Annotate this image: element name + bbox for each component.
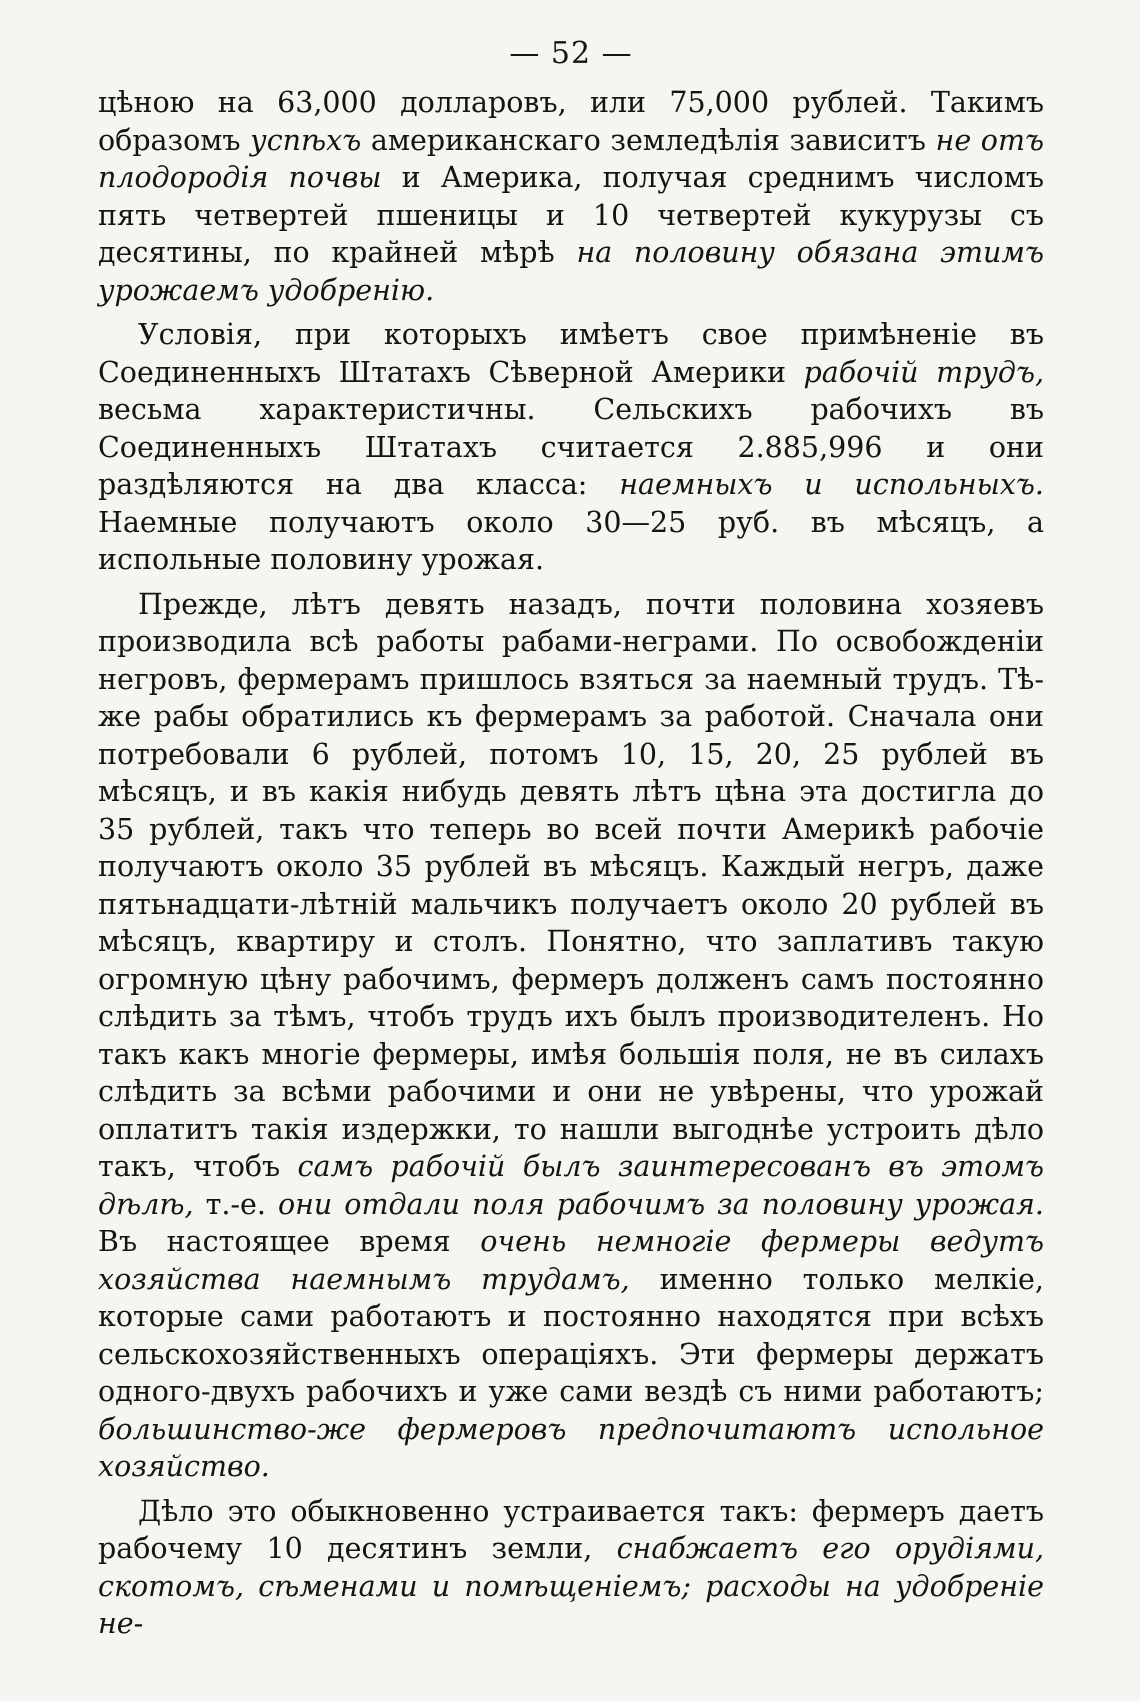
italic-text-run: не отъ плодородія почвы	[98, 123, 1044, 194]
paragraph-2	[98, 316, 1044, 579]
text-run: Дѣло это обыкновенно устраивается такъ: фермеръ даетъ рабочему 10 десятинъ земли,	[98, 1494, 1044, 1565]
paragraph-3	[98, 586, 1044, 1486]
text-run: Наемные получаютъ около 30—25 руб. въ мѣсяцъ, а испольные половину урожая.	[98, 505, 1044, 576]
italic-text-run: самъ рабочій былъ заинтересованъ въ этомъ дѣлѣ,	[98, 1150, 1044, 1221]
text-run: Условія, при которыхъ имѣетъ свое примѣненіе въ Соединенныхъ Штатахъ Сѣверной Америки	[98, 318, 1044, 389]
italic-text-run: рабочій трудъ,	[803, 355, 1045, 389]
page-number: — 52 —	[509, 36, 633, 71]
italic-text-run: наемныхъ и испольныхъ.	[619, 468, 1044, 501]
text-run: и Америка, получая среднимъ числомъ пять четвертей пшеницы и 10 четвертей кукурузы съ десятины, по крайней мѣрѣ	[98, 161, 1044, 269]
italic-text-run: на половину обязана этимъ урожаемъ удобренію.	[98, 236, 1045, 307]
paragraph-4	[98, 1493, 1044, 1643]
text-run: т.-е.	[193, 1187, 278, 1221]
italic-text-run: очень немногіе фермеры ведутъ хозяйства наемнымъ трудамъ,	[98, 1225, 1045, 1296]
italic-text-run: они отдали поля рабочимъ за половину урожая.	[277, 1187, 1044, 1221]
text-run: Прежде, лѣтъ девять назадъ, почти половина хозяевъ производила всѣ работы рабами-неграми. По освобожденіи негровъ, фермерамъ пришлось взяться за наемный трудъ. Тѣ-же рабы обратились къ фермерамъ за работой. Сначала они потребовали 6 рублей, потомъ 10, 15, 20, 25 рублей въ мѣсяцъ, и въ какія нибудь девять лѣтъ цѣна эта достигла до 35 рублей, такъ что теперь во всей почти Америкѣ рабочіе получаютъ около 35 рублей въ мѣсяцъ. Каждый негръ, даже пятьнадцати-лѣтній мальчикъ получаетъ около 20 рублей въ мѣсяцъ, квартиру и столъ. Понятно, что заплативъ такую огромную цѣну рабочимъ, фермеръ долженъ самъ постоянно слѣдить за тѣмъ, чтобъ трудъ ихъ былъ производителенъ. Но такъ какъ многіе фермеры, имѣя большія поля, не въ силахъ слѣдить за всѣми рабочими и они не увѣрены, что урожай оплатитъ такія издержки, то нашли выгоднѣе устроить дѣло такъ, чтобъ	[98, 587, 1044, 1183]
italic-text-run: снабжаетъ его орудіями, скотомъ, сѣменами и помѣщеніемъ; расходы на удобреніе не-	[98, 1532, 1045, 1640]
text-run: весьма характеристичны. Сельскихъ рабочихъ въ Соединенныхъ Штатахъ считается 2.885,996 и они раздѣляются на два класса:	[98, 393, 1044, 501]
paragraph-1	[98, 84, 1044, 309]
text-run: цѣною на 63,000 долларовъ, или 75,000 рублей. Такимъ образомъ	[98, 86, 1044, 157]
italic-text-run: большинство-же фермеровъ предпочитаютъ испольное хозяйство.	[98, 1412, 1044, 1483]
text-run: именно только мелкіе, которые сами работаютъ и постоянно находятся при всѣхъ сельскохозяйственныхъ операціяхъ. Эти фермеры держатъ одного-двухъ рабочихъ и уже сами вездѣ съ ними работаютъ;	[98, 1262, 1044, 1408]
italic-text-run: успѣхъ	[250, 123, 362, 157]
text-run: Въ настоящее время	[98, 1225, 481, 1258]
text-run: американскаго земледѣлія зависитъ	[361, 123, 936, 157]
